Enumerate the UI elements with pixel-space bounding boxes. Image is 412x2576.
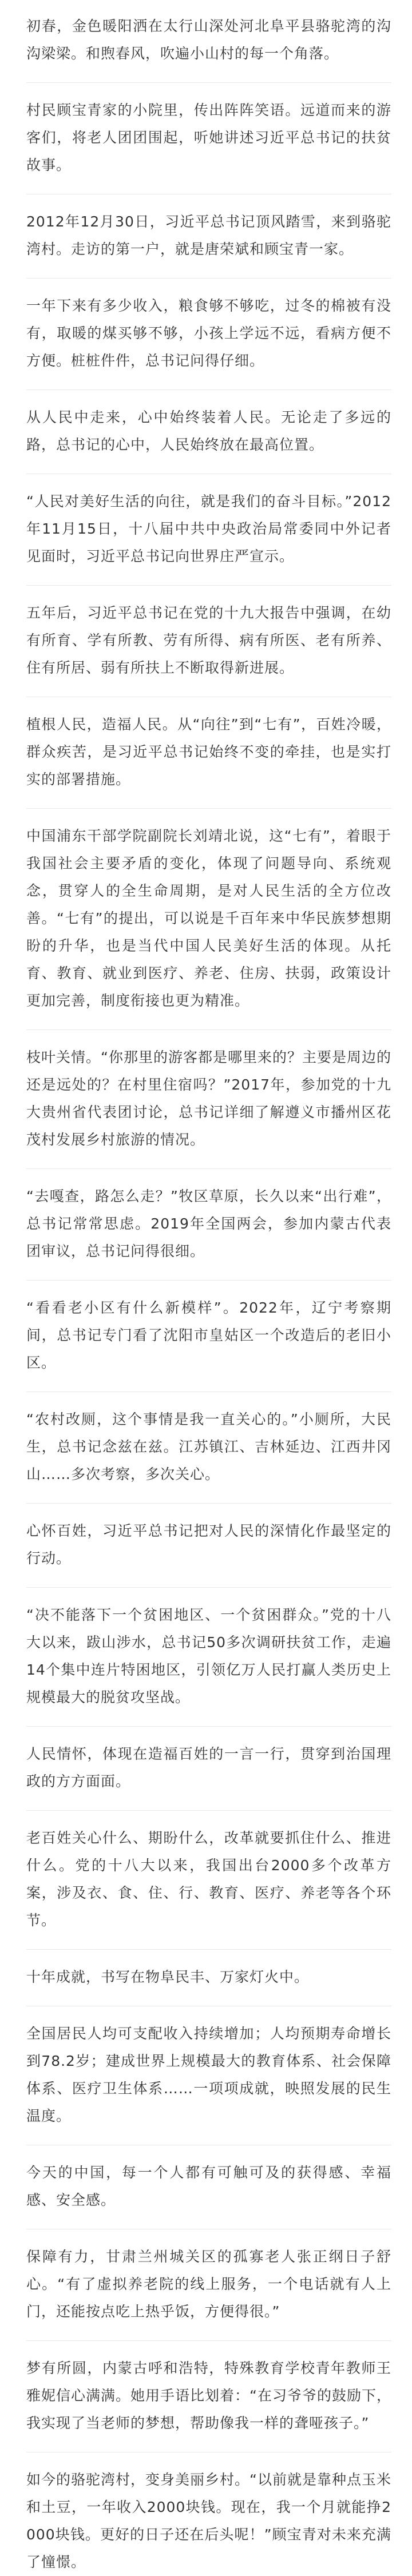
divider [26, 82, 391, 83]
divider [26, 389, 391, 390]
divider [26, 1168, 391, 1169]
divider [26, 1810, 391, 1811]
paragraph: “农村改厕，这个事情是我一直关心的。”小厕所，大民生，总书记念兹在兹。江苏镇江、吉林延边、江西井冈山……多次考察，多次关心。 [26, 1411, 391, 1482]
paragraph: 人民情怀，体现在造福百姓的一言一行，贯穿到治国理政的方方面面。 [26, 1746, 391, 1790]
divider [26, 585, 391, 586]
divider [26, 1280, 391, 1281]
paragraph: 如今的骆驼湾村，变身美丽乡村。“以前就是靠种点玉米和土豆，一年收入2000块钱。现在，我一个月就能挣2000块钱。更好的日子还在后头呢！”顾宝青对未来充满了憧憬。 [26, 2471, 391, 2570]
paragraph: 中国浦东干部学院副院长刘靖北说，这“七有”，着眼于我国社会主要矛盾的变化，体现了问题导向、系统观念，贯穿人的全生命周期，是对人民生活的全方位改善。“七有”的提出，可以说是千百年来中华民族梦想期盼的升华，也是当代中国人民美好生活的体现。从托育、教育、就业到医疗、养老、住房、扶弱，政策设计更加完善，制度衔接也更为精准。 [26, 828, 391, 1009]
divider [26, 1503, 391, 1504]
divider [26, 1726, 391, 1727]
paragraph: 枝叶关情。“你那里的游客都是哪里来的？主要是周边的还是远处的？在村里住宿吗？”2017年，参加党的十九大贵州省代表团讨论，总书记详细了解遵义市播州区花茂村发展乡村旅游的情况。 [26, 1049, 391, 1148]
paragraph: 全国居民人均可支配收入持续增加；人均预期寿命增长到78.2岁；建成世界上规模最大的教育体系、社会保障体系、医疗卫生体系……一项项成就，映照发展的民生温度。 [26, 2025, 391, 2124]
paragraph: “人民对美好生活的向往，就是我们的奋斗目标。”2012年11月15日，十八届中共中央政治局常委同中外记者见面时，习近平总书记向世界庄严宣示。 [26, 493, 391, 565]
paragraph: 村民顾宝青家的小院里，传出阵阵笑语。远道而来的游客们，将老人团团围起，听她讲述习近平总书记的扶贫故事。 [26, 102, 391, 173]
paragraph: 老百姓关心什么、期盼什么，改革就要抓住什么、推进什么。党的十八大以来，我国出台2000多个改革方案，涉及衣、食、住、行、教育、医疗、养老等各个环节。 [26, 1830, 391, 1929]
paragraph: 今天的中国，每一个人都有可触可及的获得感、幸福感、安全感。 [26, 2164, 391, 2208]
paragraph: 心怀百姓，习近平总书记把对人民的深情化作最坚定的行动。 [26, 1522, 391, 1567]
divider [26, 278, 391, 279]
divider [26, 808, 391, 809]
paragraph: “看看老小区有什么新模样”。2022年，辽宁考察期间，总书记专门看了沈阳市皇姑区一个改造后的老旧小区。 [26, 1299, 391, 1371]
paragraph: 2012年12月30日，习近平总书记顶风踏雪，来到骆驼湾村。走访的第一户，就是唐荣斌和顾宝青一家。 [26, 213, 391, 257]
paragraph: 一年下来有多少收入，粮食够不够吃，过冬的棉被有没有，取暖的煤买够不够，小孩上学远不远，看病方便不方便。桩桩件件，总书记问得仔细。 [26, 297, 391, 369]
paragraph: “决不能落下一个贫困地区、一个贫困群众。”党的十八大以来，跋山涉水，总书记50多次调研扶贫工作，走遍14个集中连片特困地区，引领亿万人民打赢人类历史上规模最大的脱贫攻坚战。 [26, 1607, 391, 1706]
paragraph: 保障有力，甘肃兰州城关区的孤寡老人张正纲日子舒心。“有了虚拟养老院的线上服务，一个电话就有人上门，还能按点吃上热乎饭，方便得很。” [26, 2248, 391, 2320]
paragraph: 十年成就，书写在物阜民丰、万家灯火中。 [26, 1969, 310, 1985]
paragraph: “去嘎查，路怎么走？”牧区草原，长久以来“出行难”，总书记常常思虑。2019年全国两会，参加内蒙古代表团审议，总书记问得很细。 [26, 1188, 391, 1259]
paragraph: 从人民中走来，心中始终装着人民。无论走了多远的路，总书记的心中，人民始终放在最高位置。 [26, 409, 391, 453]
divider [26, 1949, 391, 1950]
paragraph: 五年后，习近平总书记在党的十九大报告中强调，在幼有所育、学有所教、劳有所得、病有所医、老有所养、住有所居、弱有所扶上不断取得新进展。 [26, 605, 391, 676]
divider [26, 1587, 391, 1588]
paragraph: 梦有所圆，内蒙古呼和浩特，特殊教育学校青年教师王雅妮信心满满。她用手语比划着：“在习爷爷的鼓励下，我实现了当老师的梦想，帮助像我一样的聋哑孩子。” [26, 2360, 391, 2431]
paragraph: 植根人民，造福人民。从“向往”到“七有”，百姓冷暖，群众疾苦，是习近平总书记始终不变的牵挂，也是实打实的部署措施。 [26, 716, 391, 788]
divider [26, 2340, 391, 2341]
paragraph: 初春，金色暖阳洒在太行山深处河北阜平县骆驼湾的沟沟梁梁。和煦春风，吹遍小山村的每一个角落。 [26, 18, 391, 62]
divider [26, 1029, 391, 1030]
